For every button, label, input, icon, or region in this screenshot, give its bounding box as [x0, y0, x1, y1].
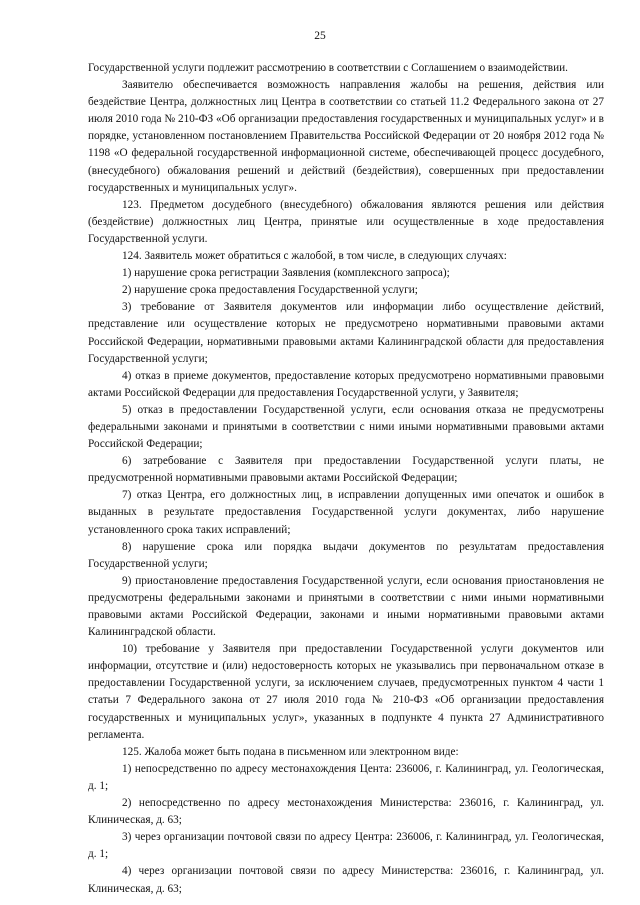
list-item-124-2: 2) нарушение срока предоставления Государственной услуги;	[122, 284, 418, 297]
list-item-124-7: 7) отказ Центра, его должностных лиц, в исправлении допущенных ими опечаток и ошибок в выданных в результате предоставления Государственной услуги документах, либо нарушение установленного срока таких исправлений;	[88, 489, 604, 536]
list-item-124-10: 10) требование у Заявителя при предоставлении Государственной услуги документов или информации, отсутствие и (или) недостоверность которых не указывались при первоначальном отказе в предоставлении Государственной услуги, за исключением случаев, предусмотренных пунктом 4 части 1 статьи 7 Федерального закона от 27 июля 2010 года № 210-ФЗ «Об организации предоставления государственных и муниципальных услуг», указанных в подпункте 4 пункта 27 Административного регламента.	[88, 643, 604, 741]
paragraph-125: 125. Жалоба может быть подана в письменном или электронном виде:	[122, 745, 459, 758]
list-item-124-5: 5) отказ в предоставлении Государственной услуги, если основания отказа не предусмотрены федеральными законами и принятыми в соответствии с ними иными нормативными правовыми актами Российской Федерации;	[88, 403, 604, 451]
list-item-125-1: 1) непосредственно по адресу местонахождения Цента: 236006, г. Калининград, ул. Геологическая, д. 1;	[88, 762, 604, 792]
list-item-124-4: 4) отказ в приеме документов, предоставление которых предусмотрено нормативными правовыми актами Российской Федерации для предоставления Государственной услуги, у Заявителя;	[88, 369, 604, 399]
page-number: 25	[314, 30, 326, 42]
list-item-124-1: 1) нарушение срока регистрации Заявления (комплексного запроса);	[122, 267, 450, 280]
document-body	[88, 60, 604, 898]
list-item-124-9: 9) приостановление предоставления Государственной услуги, если основания приостановления не предусмотрены федеральными законами и принятыми в соответствии с ними иными нормативными правовыми актами Российской Федерации, законами и иными нормативными правовыми актами Калининградской области.	[88, 574, 604, 639]
paragraph-124: 124. Заявитель может обратиться с жалобой, в том числе, в следующих случаях:	[122, 250, 507, 263]
paragraph-123: 123. Предметом досудебного (внесудебного) обжалования являются решения или действия (бездействие) должностных лиц Центра, принятые или осуществленные в ходе предоставления Государственной услуги.	[88, 198, 604, 245]
list-item-125-4: 4) через организации почтовой связи по адресу Министерства: 236016, г. Калининград, ул. Клиническая, д. 63;	[88, 865, 604, 895]
list-item-125-3: 3) через организации почтовой связи по адресу Центра: 236006, г. Калининград, ул. Геологическая, д. 1;	[88, 831, 604, 861]
list-item-124-8: 8) нарушение срока или порядка выдачи документов по результатам предоставления Государственной услуги;	[88, 540, 604, 570]
paragraph-complaint-right: Заявителю обеспечивается возможность направления жалобы на решения, действия или бездействие Центра, должностных лиц Центра в соответствии со статьей 11.2 Федерального закона от 27 июля 2010 года № 210-ФЗ «Об организации предоставления государственных и муниципальных услуг» и в порядке, установленном постановлением Правительства Российской Федерации от 20 ноября 2012 года № 1198 «О федеральной государственной информационной системе, обеспечивающей процесс досудебного, (внесудебного) обжалования решений и действий (бездействия), совершенных при предоставлении государственных и муниципальных услуг».	[88, 79, 604, 194]
list-item-124-3: 3) требование от Заявителя документов или информации либо осуществление действий, представление или осуществление которых не предусмотрено нормативными правовыми актами Российской Федерации, нормативными правовыми актами Калининградской области для предоставления Государственной услуги;	[88, 301, 604, 365]
paragraph-continuation: Государственной услуги подлежит рассмотрению в соответствии с Соглашением о взаимодействии.	[88, 62, 568, 74]
list-item-125-2: 2) непосредственно по адресу местонахождения Министерства: 236016, г. Калининград, ул. Клиническая, д. 63;	[88, 797, 604, 827]
list-item-124-6: 6) затребование с Заявителя при предоставлении Государственной услуги платы, не предусмотренной нормативными правовыми актами Российской Федерации;	[88, 455, 604, 485]
